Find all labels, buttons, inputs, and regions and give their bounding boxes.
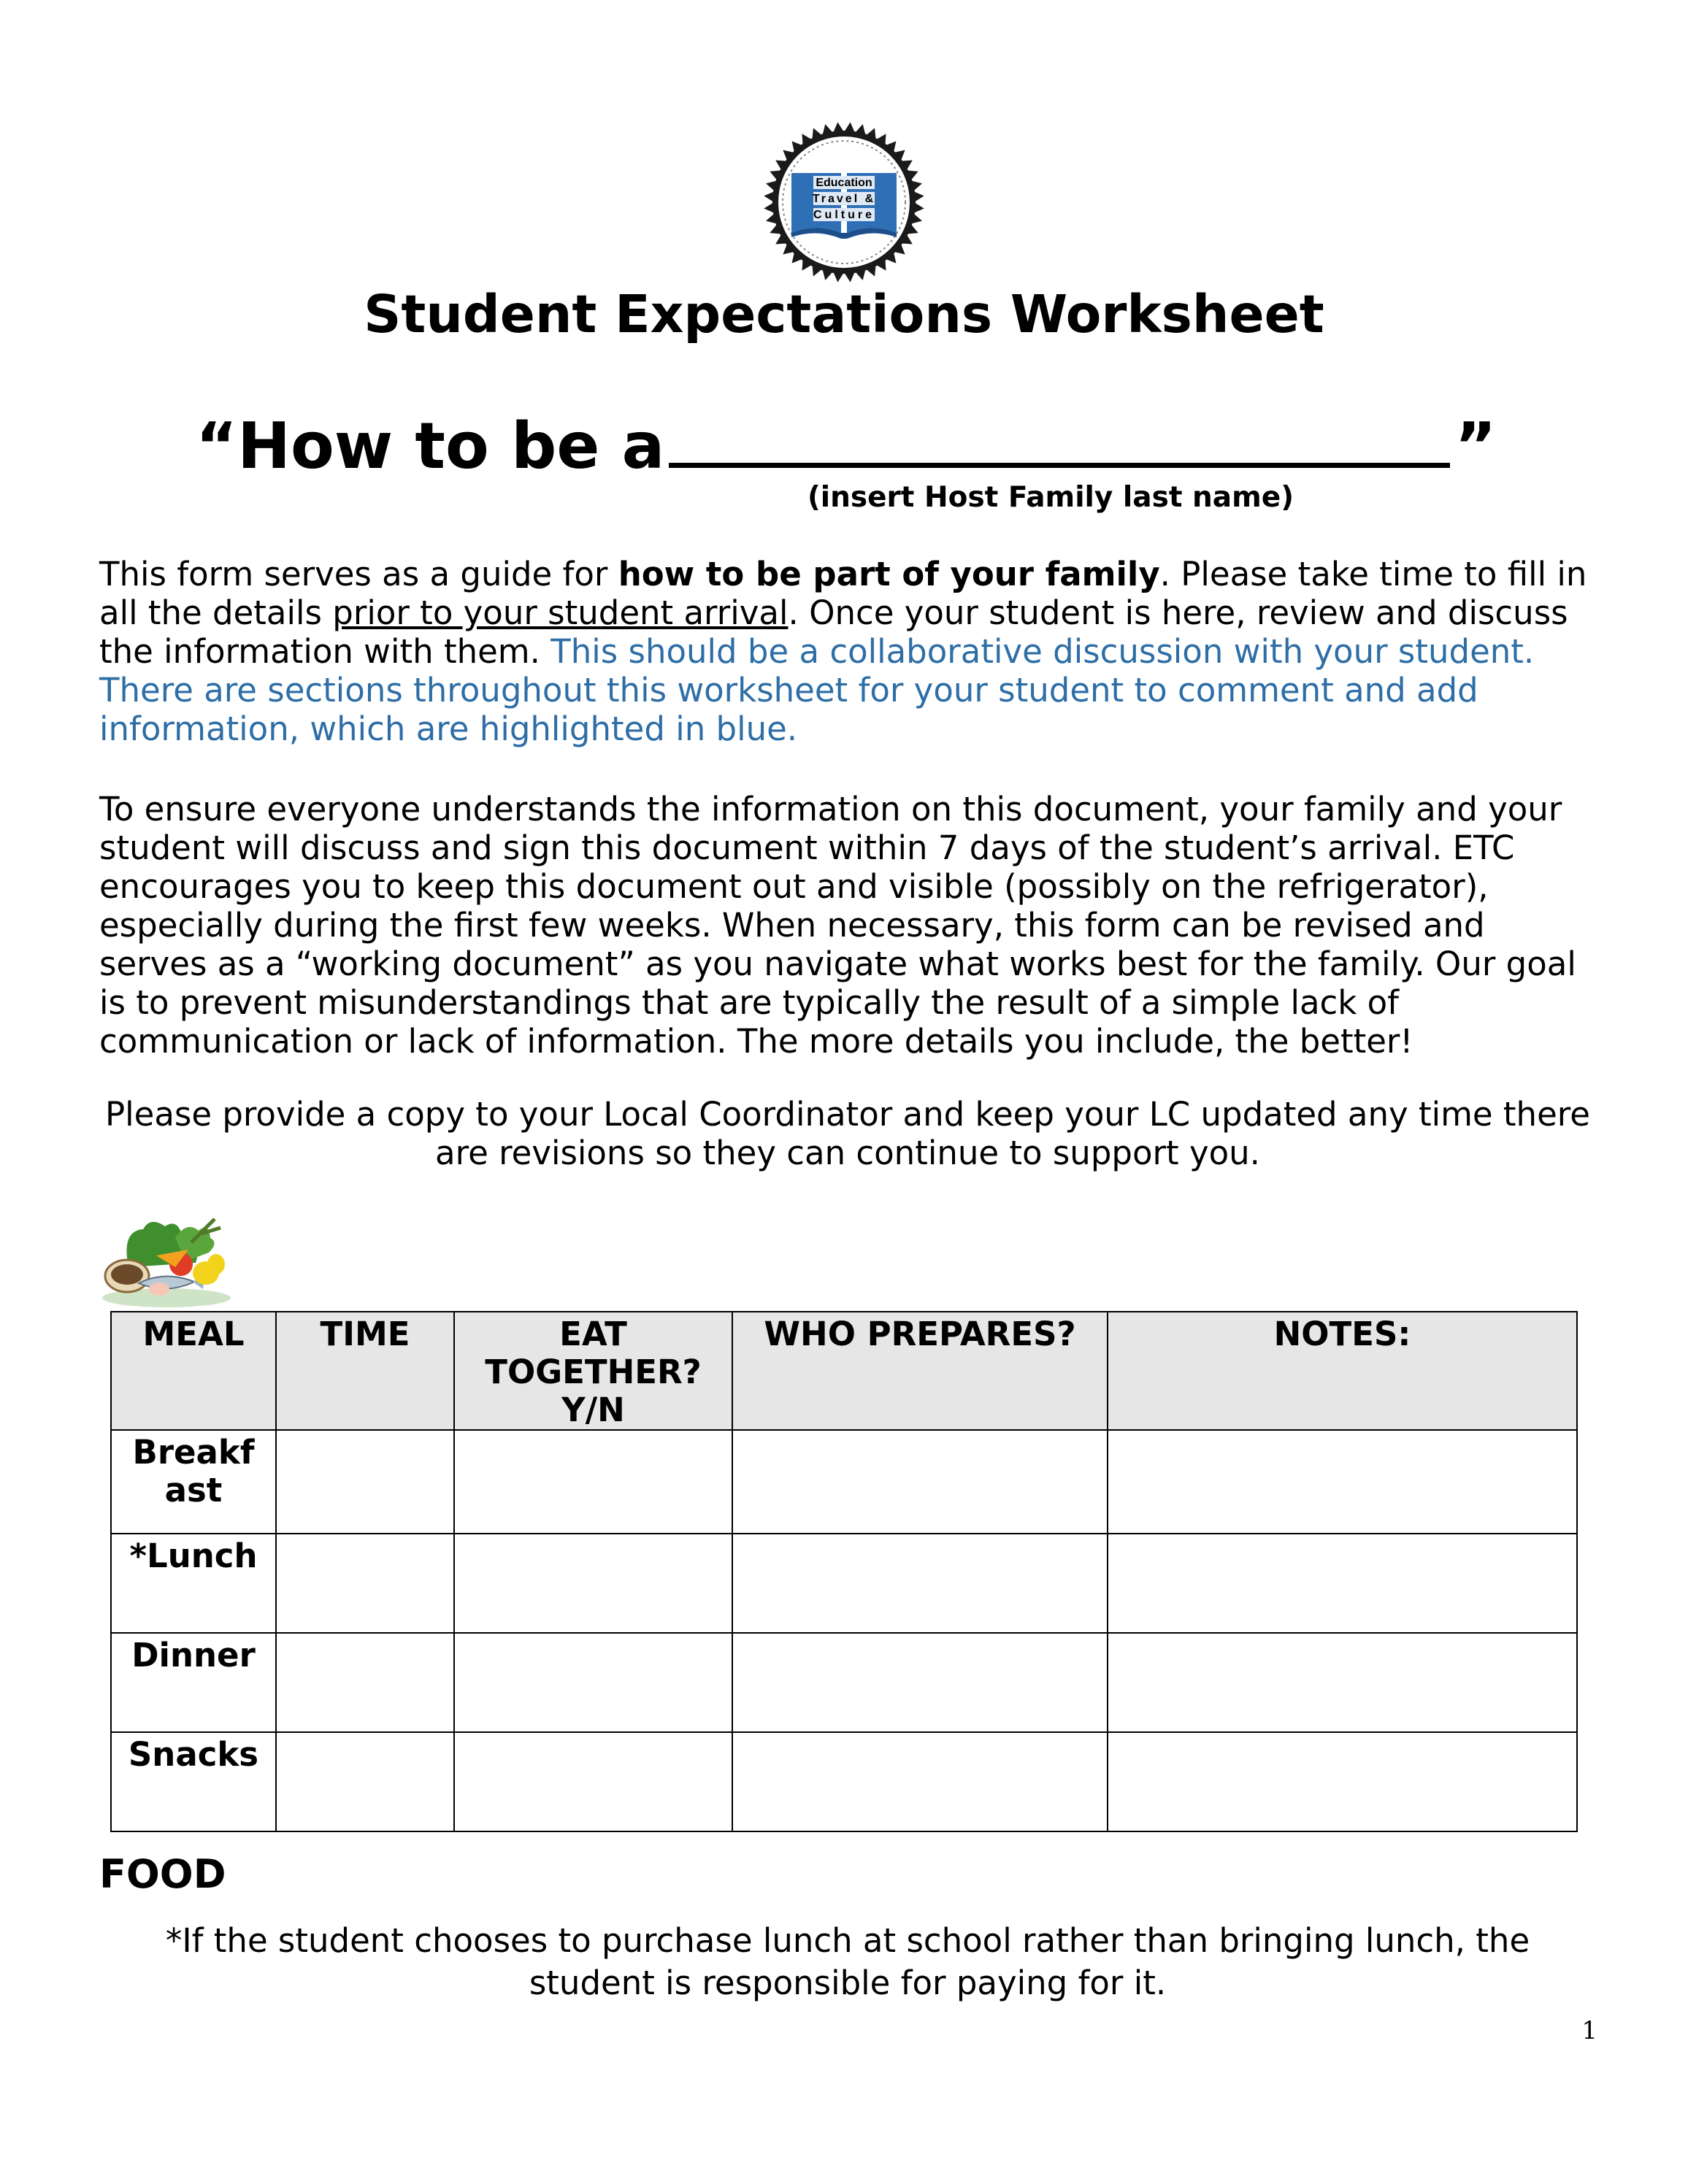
food-section-label: FOOD	[99, 1851, 226, 1897]
notes-cell[interactable]	[1108, 1534, 1577, 1633]
table-row	[111, 1732, 1577, 1831]
notes-cell[interactable]	[1108, 1430, 1577, 1534]
who-prepares-cell[interactable]	[732, 1732, 1108, 1831]
who-prepares-cell[interactable]	[732, 1534, 1108, 1633]
how-to-be-heading	[196, 401, 1497, 482]
eat-together-cell[interactable]	[454, 1534, 732, 1633]
who-prepares-cell[interactable]	[732, 1633, 1108, 1732]
table-row	[111, 1430, 1577, 1534]
intro-blue-text: This should be a collaborative discussion with your student. There are sections throughout this worksheet for your student to comment and add information, which are highlighted in blue.	[99, 632, 1535, 748]
header-time: TIME	[276, 1312, 454, 1430]
page-number: 1	[1581, 2016, 1597, 2045]
lc-copy-note: Please provide a copy to your Local Coordinator and keep your LC updated any time there are revisions so they can continue to support you.	[105, 1095, 1590, 1172]
table-row	[111, 1633, 1577, 1732]
logo-text-line3: Culture	[813, 209, 875, 221]
meals-table	[110, 1311, 1578, 1832]
how-to-suffix: ”	[1454, 409, 1497, 483]
eat-together-cell[interactable]	[454, 1633, 732, 1732]
eat-together-cell[interactable]	[454, 1430, 732, 1534]
meal-label: Dinner	[111, 1633, 276, 1732]
lunch-note: *If the student chooses to purchase lunch at school rather than bringing lunch, the student is responsible for paying for it.	[165, 1921, 1530, 2002]
meal-label: Breakf ast	[111, 1430, 276, 1534]
meal-label: *Lunch	[111, 1534, 276, 1633]
intro-paragraph-1	[99, 555, 1596, 748]
intro-underlined-text: prior to your student arrival	[332, 593, 789, 632]
header-who-prepares: WHO PREPARES?	[732, 1312, 1108, 1430]
etc-seal-logo-icon	[762, 120, 926, 284]
table-row	[111, 1534, 1577, 1633]
notes-cell[interactable]	[1108, 1732, 1577, 1831]
intro-paragraph-2: To ensure everyone understands the information on this document, your family and your student will discuss and sign this document within 7 days of the student’s arrival. ETC encourages you to keep this document out and visible (possibly on the refrigerator), especially during the first few weeks. When necessary, this form can be revised and serves as a “working document” as you navigate what works best for the family. Our goal is to prevent misunderstandings that are typically the result of a simple lack of communication or lack of information. The more details you include, the better!	[99, 790, 1576, 1061]
header-eat-together: EAT TOGETHER? Y/N	[454, 1312, 732, 1430]
logo-text-line1: Education	[816, 177, 872, 189]
intro-bold-text: how to be part of your family	[618, 555, 1160, 593]
logo-text-line2: Travel &	[812, 193, 876, 205]
food-icon	[99, 1216, 235, 1308]
etc-logo	[762, 120, 926, 284]
time-cell[interactable]	[276, 1430, 454, 1534]
intro-text: . Please take time to fill in all the details	[99, 555, 1587, 632]
intro-text: . Once your student is here, review and discuss the information with them.	[99, 593, 1568, 671]
page-title: Student Expectations Worksheet	[364, 284, 1324, 345]
table-header-row	[111, 1312, 1577, 1430]
vegetables-food-icon	[99, 1216, 235, 1308]
header-meal: MEAL	[111, 1312, 276, 1430]
header-notes: NOTES:	[1108, 1312, 1577, 1430]
notes-cell[interactable]	[1108, 1633, 1577, 1732]
time-cell[interactable]	[276, 1633, 454, 1732]
host-family-name-blank[interactable]	[669, 401, 1450, 468]
time-cell[interactable]	[276, 1534, 454, 1633]
meal-label: Snacks	[111, 1732, 276, 1831]
eat-together-cell[interactable]	[454, 1732, 732, 1831]
blank-caption: (insert Host Family last name)	[807, 481, 1294, 514]
time-cell[interactable]	[276, 1732, 454, 1831]
intro-text: This form serves as a guide for	[99, 555, 618, 593]
who-prepares-cell[interactable]	[732, 1430, 1108, 1534]
how-to-prefix: “How to be a	[196, 409, 665, 483]
